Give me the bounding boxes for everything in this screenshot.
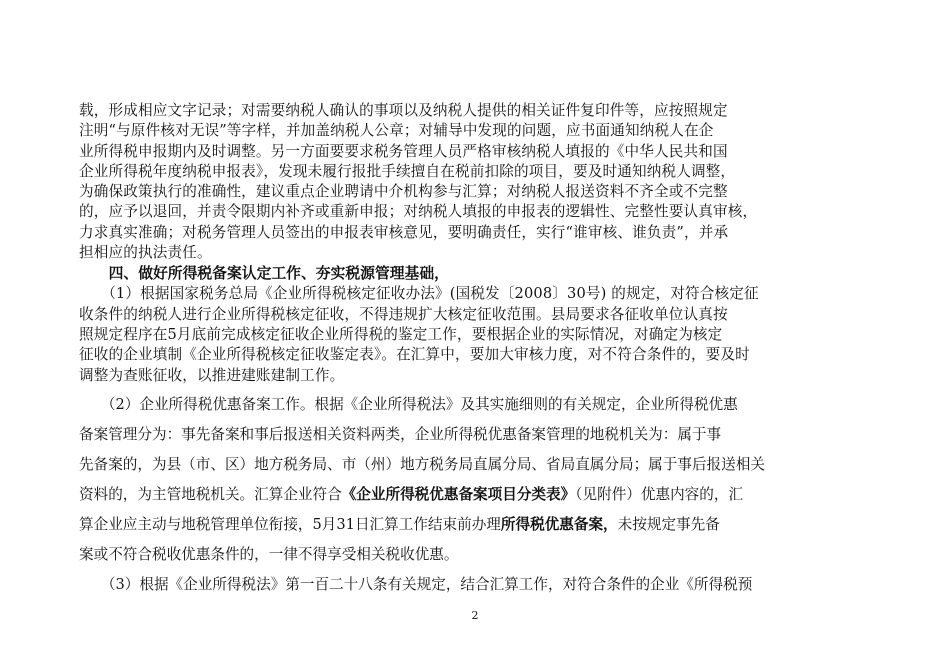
paragraph-item-2-text-c: 未按规定事先备 案或不符合税收优惠条件的，一律不得享受相关税收优惠。 (79, 515, 720, 563)
paragraph-item-2-bold-reference: 《企业所得税优惠备案项目分类表》 (341, 485, 576, 503)
paragraph-continuation: 载，形成相应文字记录；对需要纳税人确认的事项以及纳税人提供的相关证件复印件等，应按照规定 注明“与原件核对无误”等字样，并加盖纳税人公章；对辅导中发现的问题，应书面通知纳税人在企 业所得税申报期内及时调整。另一方面要要求税务管理人员严格审核纳税人填报的《中华人民共和国 企业所得税年度纳税申报表》，发现未履行报批手续擅自在税前扣除的项目，要及时通知纳税人调整， 为确保政策执行的准确性，建议重点企业聘请中介机构参与汇算；对纳税人报送资料不齐全或不完整 的，应予以退回，并责令限期内补齐或重新申报；对纳税人填报的申报表的逻辑性、完整性要认真审核， 力求真实准确；对税务管理人员签出的申报表审核意见，要明确责任，实行“谁审核、谁负责”，并承 担相应的执法责任。 (79, 102, 758, 262)
paragraph-item-2-bold-filing: 所得税优惠备案， (500, 515, 618, 533)
document-body (79, 101, 875, 600)
paragraph-item-1: （1）根据国家税务总局《企业所得税核定征收办法》(国税发〔2008〕30号) 的规定，对符合核定征 收条件的纳税人进行企业所得税核定征收，不得违规扩大核定征收范围。县局要求各征收单位认真按 照规定程序在5月底前完成核定征收企业所得税的鉴定工作，要根据企业的实际情况，对确定为核定 征收的企业填制《企业所得税核定征收鉴定表》。在汇算中，要加大审核力度，对不符合条件的，要及时 调整为查账征收，以推进建账建制工作。 (79, 285, 759, 384)
paragraph-item-2 (79, 390, 875, 570)
paragraph-item-3: （3）根据《企业所得税法》第一百二十八条有关规定，结合汇算工作，对符合条件的企业《所得税预 (79, 575, 753, 593)
page-number: 2 (471, 609, 479, 622)
paragraph-item-2-text-b: （见附件）优惠内容的，汇 算企业应主动与地税管理单位衔接，5月31日汇算工作结束前办理 (79, 485, 744, 533)
section-heading: 四、做好所得税备案认定工作、夯实税源管理基础， (79, 265, 449, 283)
paragraph-item-2-text-a: （2）企业所得税优惠备案工作。根据《企业所得税法》及其实施细则的有关规定，企业所得税优惠 备案管理分为：事先备案和事后报送相关资料两类，企业所得税优惠备案管理的地税机关为：属于事 先备案的，为县（市、区）地方税务局、市（州）地方税务局直属分局、省局直属分局；属于事后报送相关 资料的，为主管地税机关。汇算企业符合 (79, 395, 765, 503)
